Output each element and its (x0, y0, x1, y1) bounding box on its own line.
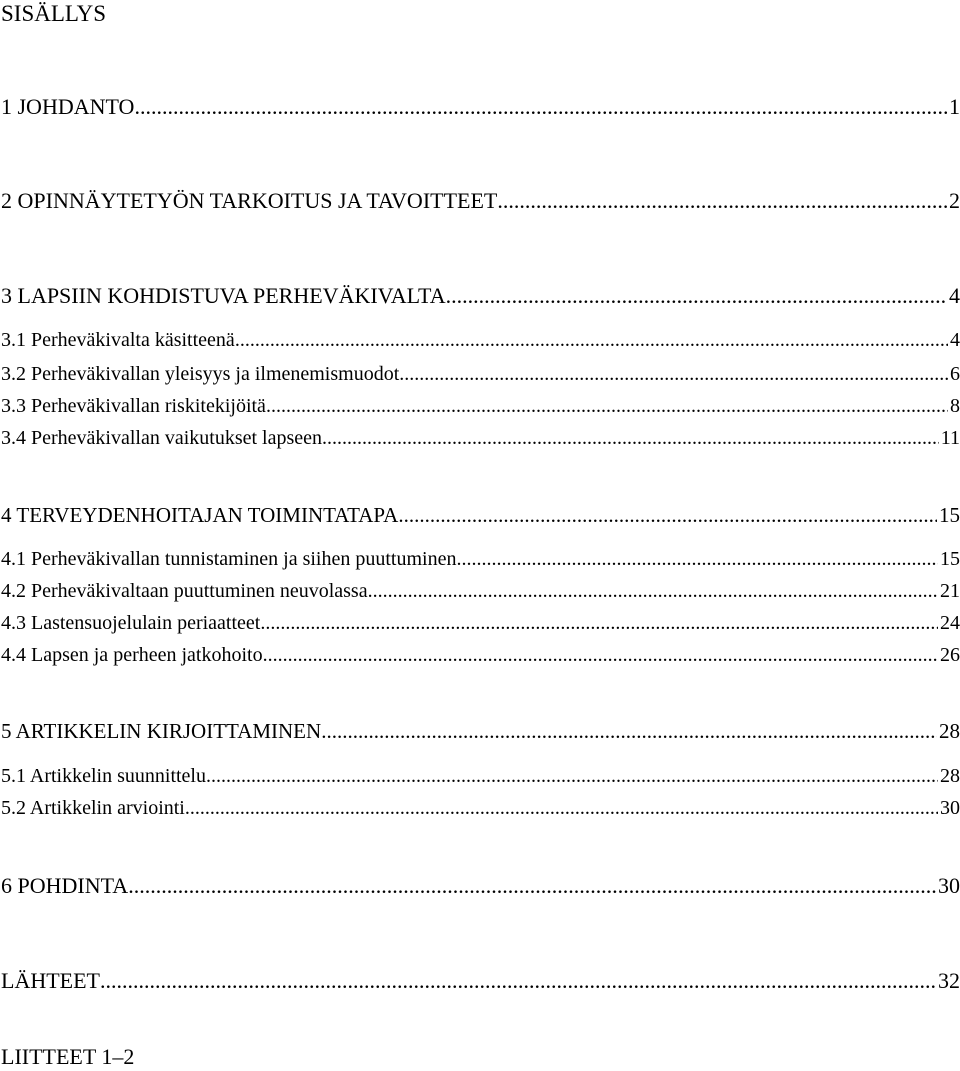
toc-entry-text: 4.3 Lastensuojelulain periaatteet (1, 612, 261, 634)
toc-entry[interactable] (1, 503, 960, 527)
toc-entry-text: 3.1 Perheväkivalta käsitteenä (1, 329, 235, 351)
toc-leader-dots (398, 503, 937, 527)
toc-entry[interactable] (1, 611, 960, 635)
toc-leader-dots (368, 579, 938, 603)
toc-leader-dots (185, 796, 938, 820)
toc-leader-dots (322, 426, 939, 450)
toc-entry-text: 4.1 Perheväkivallan tunnistaminen ja siihen puuttuminen (1, 548, 457, 570)
toc-entry[interactable] (1, 796, 960, 820)
toc-entry-text: 4 TERVEYDENHOITAJAN TOIMINTATAPA (1, 503, 399, 527)
toc-page-number: 15 (940, 548, 960, 570)
toc-page-number: 4 (949, 283, 960, 308)
toc-page-number: 26 (940, 644, 960, 666)
toc-leader-dots (399, 362, 948, 386)
toc-entry-text: 5 ARTIKKELIN KIRJOITTAMINEN (1, 719, 322, 743)
toc-entry[interactable] (1, 547, 960, 571)
toc-leader-dots (497, 187, 947, 215)
toc-leader-dots (100, 967, 936, 995)
toc-leader-dots (321, 719, 937, 743)
toc-page-number: 30 (940, 797, 960, 819)
toc-entry[interactable] (1, 643, 960, 667)
toc-leader-dots (134, 93, 947, 121)
toc-page-number: 21 (940, 580, 960, 602)
toc-page-number: 1 (949, 94, 960, 119)
toc-appendix-line: LIITTEET 1–2 (1, 1044, 135, 1069)
toc-title: SISÄLLYS (1, 1, 107, 26)
toc-entry-text: 3 LAPSIIN KOHDISTUVA PERHEVÄKIVALTA (1, 283, 446, 308)
toc-entry-text: 3.3 Perheväkivallan riskitekijöitä (1, 395, 266, 417)
toc-entry[interactable] (1, 328, 960, 352)
toc-entry-text: 4.2 Perheväkivaltaan puuttuminen neuvolassa (1, 580, 368, 602)
toc-entry-text: 3.2 Perheväkivallan yleisyys ja ilmenemismuodot (1, 363, 400, 385)
toc-leader-dots (128, 872, 936, 900)
toc-page-number: 28 (940, 765, 960, 787)
toc-entry-text: 1 JOHDANTO (1, 94, 135, 119)
toc-entry[interactable] (1, 394, 960, 418)
toc-entry[interactable] (1, 764, 960, 788)
toc-leader-dots (235, 328, 948, 352)
toc-leader-dots (456, 547, 938, 571)
toc-entry[interactable] (1, 579, 960, 603)
toc-entry[interactable] (1, 426, 960, 450)
toc-entry[interactable] (1, 282, 960, 310)
toc-entry-text: 4.4 Lapsen ja perheen jatkohoito (1, 644, 263, 666)
toc-entry[interactable] (1, 362, 960, 386)
toc-entry[interactable] (1, 967, 960, 995)
toc-page-number: 28 (939, 719, 960, 743)
toc-page-number: 11 (940, 427, 960, 449)
toc-entry-text: 5.1 Artikkelin suunnittelu (1, 765, 206, 787)
toc-page-number: 30 (938, 873, 960, 898)
toc-page-number: 6 (950, 363, 960, 385)
toc-page-number: 15 (939, 503, 960, 527)
toc-entry-text: 6 POHDINTA (1, 873, 129, 898)
toc-entry-text: 2 OPINNÄYTETYÖN TARKOITUS JA TAVOITTEET (1, 188, 498, 213)
toc-page-number: 8 (950, 395, 960, 417)
toc-entry[interactable] (1, 93, 960, 121)
toc-page-number: 2 (949, 188, 960, 213)
toc-leader-dots (446, 282, 947, 310)
toc-leader-dots (266, 394, 948, 418)
toc-page-number: 4 (950, 329, 960, 351)
toc-entry-text: 5.2 Artikkelin arviointi (1, 797, 185, 819)
toc-entry-text: 3.4 Perheväkivallan vaikutukset lapseen (1, 427, 323, 449)
toc-entry[interactable] (1, 187, 960, 215)
toc-entry-text: LÄHTEET (1, 968, 100, 993)
toc-leader-dots (206, 764, 938, 788)
toc-leader-dots (260, 611, 938, 635)
toc-entry[interactable] (1, 872, 960, 900)
toc-entry[interactable] (1, 719, 960, 743)
toc-page-number: 32 (938, 968, 960, 993)
toc-leader-dots (263, 643, 938, 667)
toc-page-number: 24 (940, 612, 960, 634)
